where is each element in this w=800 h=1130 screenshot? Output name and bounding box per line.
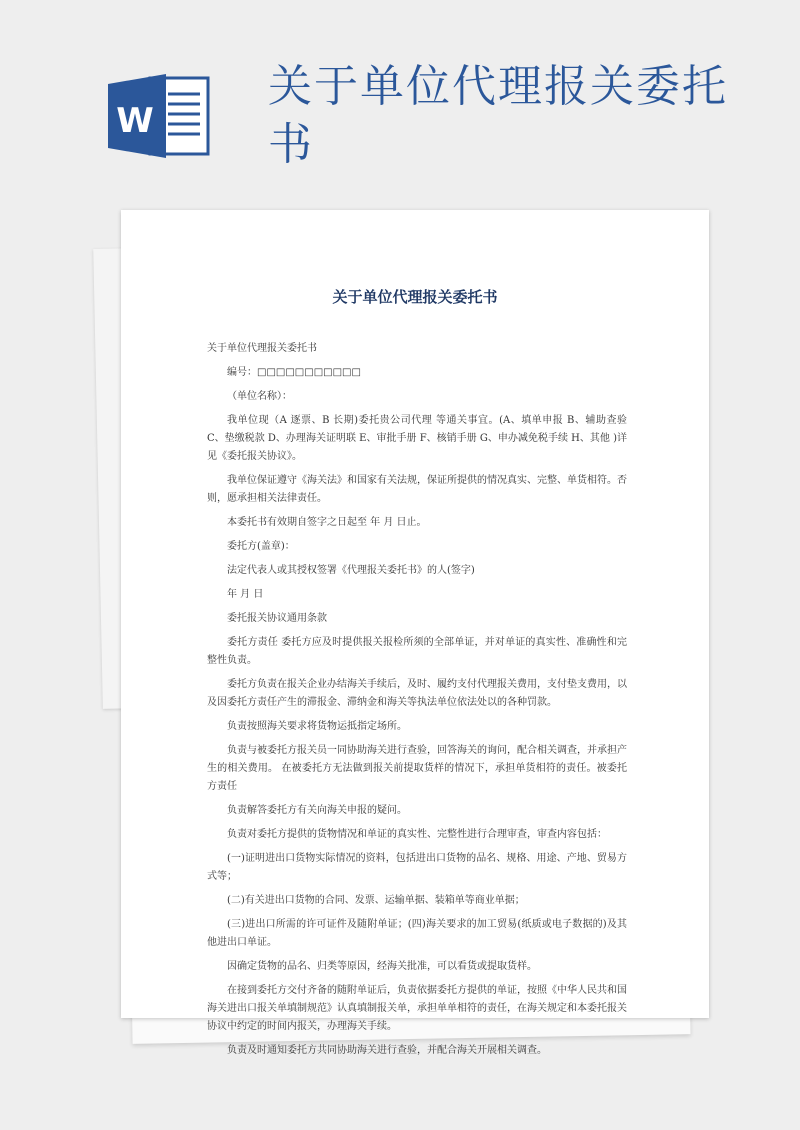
document-paragraph: 因确定货物的品名、归类等原因，经海关批准，可以看货或提取货样。	[227, 961, 537, 972]
document-paragraph: 负责解答委托方有关向海关申报的疑问。	[227, 805, 407, 816]
document-paragraph: 委托方(盖章)：	[227, 541, 295, 552]
document-paragraph: 本委托书有效期自签字之日起至 年 月 日止。	[227, 517, 427, 528]
word-icon-letter: W	[116, 101, 154, 141]
document-paragraph: 负责按照海关要求将货物运抵指定场所。	[227, 721, 407, 732]
document-paragraph: 负责对委托方提供的货物情况和单证的真实性、完整性进行合理审查，审查内容包括：	[227, 829, 607, 840]
document-paragraph: 关于单位代理报关委托书	[207, 343, 317, 354]
document-paragraph: 委托方负责在报关企业办结海关手续后，及时、履约支付代理报关费用，支付垫支费用，以及因委托方责任产生的滞报金、滞纳金和海关等执法单位依法处以的各种罚款。	[207, 679, 627, 708]
document-page	[121, 210, 709, 1056]
document-paragraph: 法定代表人或其授权签署《代理报关委托书》的人(签字)	[227, 565, 475, 576]
document-paragraph: 负责与被委托方报关员一同协助海关进行查验，回答海关的询问，配合相关调查，并承担产生的相关费用。 在被委托方无法做到报关前提取货样的情况下，承担单货相符的责任。被委托方责任	[207, 745, 627, 792]
word-document-icon	[108, 72, 212, 160]
document-paragraph: 我单位现（A 逐票、B 长期)委托贵公司代理 等通关事宜。(A、填单申报 B、辅助查验 C、垫缴税款 D、办理海关证明联 E、审批手册 F、核销手册 G、申办减免税手续 H、其他 )详见《委托报关协议》。	[207, 415, 627, 462]
document-paragraph: (三)进出口所需的许可证件及随附单证；(四)海关要求的加工贸易(纸质或电子数据的)及其他进出口单证。	[207, 919, 627, 948]
document-paragraph: 委托方责任 委托方应及时提供报关报检所须的全部单证，并对单证的真实性、准确性和完整性负责。	[207, 637, 627, 666]
document-paragraph: (二)有关进出口货物的合同、发票、运输单据、装箱单等商业单据；	[227, 895, 525, 906]
document-paragraph: (一)证明进出口货物实际情况的资料，包括进出口货物的品名、规格、用途、产地、贸易方式等；	[207, 853, 627, 882]
document-paragraph: 年 月 日	[227, 589, 264, 600]
page-heading: 关于单位代理报关委托书	[268, 61, 728, 170]
document-paragraph: 我单位保证遵守《海关法》和国家有关法规，保证所提供的情况真实、完整、单货相符。否则，愿承担相关法律责任。	[207, 475, 627, 504]
document-body	[207, 340, 627, 1066]
document-paragraph: 委托报关协议通用条款	[227, 613, 327, 624]
document-title: 关于单位代理报关委托书	[332, 288, 498, 306]
document-paragraph: 负责及时通知委托方共同协助海关进行查验，并配合海关开展相关调查。	[227, 1045, 547, 1056]
document-paragraph: 在接到委托方交付齐备的随附单证后，负责依据委托方提供的单证，按照《中华人民共和国海关进出口报关单填制规范》认真填制报关单，承担单单相符的责任，在海关规定和本委托报关协议中约定的时间内报关，办理海关手续。	[207, 985, 627, 1032]
document-paragraph: （单位名称）：	[227, 391, 292, 402]
document-paragraph: 编号：□□□□□□□□□□□	[227, 367, 361, 378]
